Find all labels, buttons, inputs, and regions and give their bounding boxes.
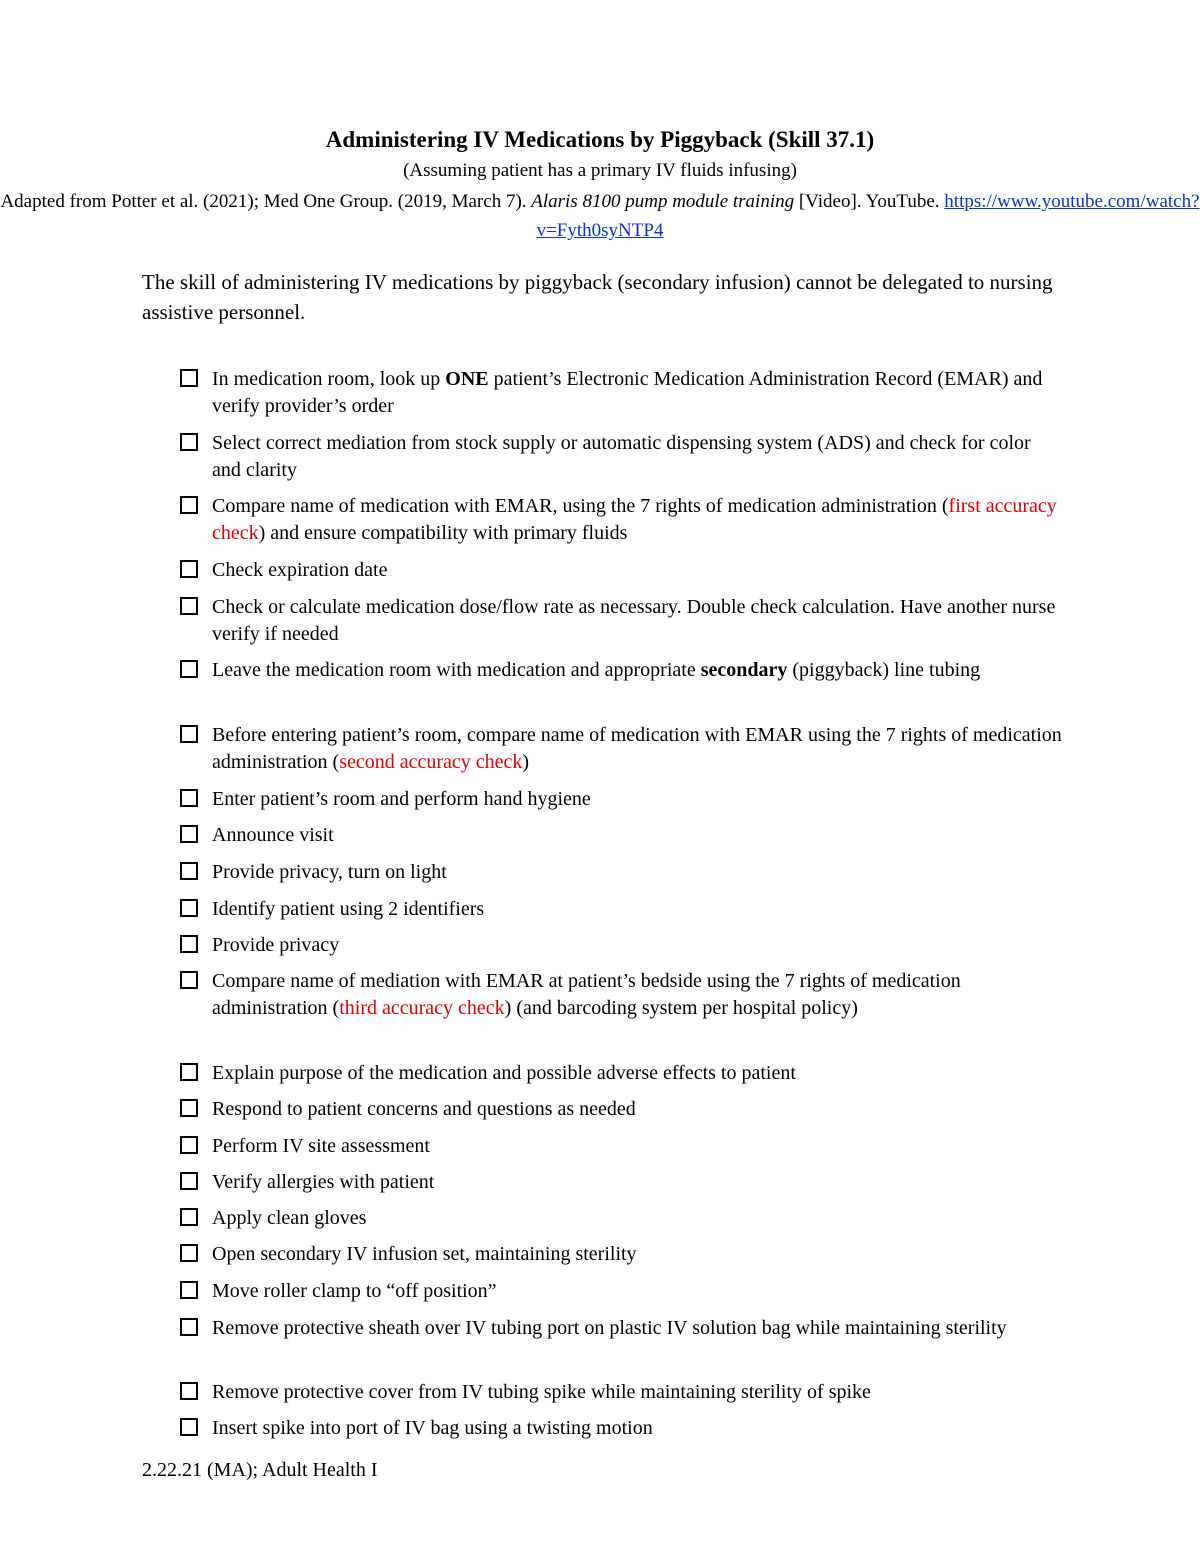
- checkbox-icon[interactable]: [180, 660, 198, 678]
- checklist-item-post: ): [522, 751, 530, 773]
- checklist-item-bold: secondary: [700, 659, 788, 681]
- checkbox-icon[interactable]: [180, 825, 198, 843]
- checklist-item-post: ) and ensure compatibility with primary fluids: [258, 522, 628, 544]
- checklist-item-text: [212, 1415, 1062, 1442]
- checklist-item-text: [212, 1096, 1062, 1123]
- checklist-item-pre: Provide privacy: [212, 934, 340, 956]
- citation-middle: [Video]. YouTube.: [794, 191, 945, 212]
- checklist-item-text: [212, 430, 1062, 484]
- checkbox-icon[interactable]: [180, 560, 198, 578]
- checklist-item-text: [212, 657, 1062, 684]
- checkbox-icon[interactable]: [180, 899, 198, 917]
- checklist-item-pre: Remove protective sheath over IV tubing port on plastic IV solution bag while maintaining sterility: [212, 1317, 1007, 1339]
- checklist-item-pre: Apply clean gloves: [212, 1207, 367, 1229]
- checklist-item-red: second accuracy check: [339, 751, 523, 773]
- checklist-item-post: (piggyback) line tubing: [787, 659, 981, 681]
- checklist-item-pre: Check or calculate medication dose/flow rate as necessary. Double check calculation. Have another nurse verify if needed: [212, 596, 1056, 645]
- checklist-item-text: [212, 594, 1062, 648]
- document-title: Administering IV Medications by Piggyback (Skill 37.1): [325, 127, 875, 152]
- checklist-item-text: [212, 1060, 1062, 1087]
- checkbox-icon[interactable]: [180, 862, 198, 880]
- checklist-item-pre: Select correct mediation from stock supply or automatic dispensing system (ADS) and check for color and clarity: [212, 432, 1031, 481]
- checklist-item-pre: Explain purpose of the medication and possible adverse effects to patient: [212, 1062, 796, 1084]
- checklist-item-pre: Compare name of mediation with EMAR at patient’s bedside using the 7 rights of medication administration (: [212, 970, 961, 1019]
- checkbox-icon[interactable]: [180, 496, 198, 514]
- checklist-item-pre: Respond to patient concerns and questions as needed: [212, 1098, 636, 1120]
- checklist-item-pre: Verify allergies with patient: [212, 1171, 435, 1193]
- checklist-item-pre: Remove protective cover from IV tubing spike while maintaining sterility of spike: [212, 1381, 871, 1403]
- checkbox-icon[interactable]: [180, 1136, 198, 1154]
- checkbox-icon[interactable]: [180, 1172, 198, 1190]
- checkbox-icon[interactable]: [180, 1281, 198, 1299]
- checkbox-icon[interactable]: [180, 1318, 198, 1336]
- checkbox-icon[interactable]: [180, 935, 198, 953]
- checklist-item-text: [212, 1133, 1062, 1160]
- checklist-item-pre: Move roller clamp to “off position”: [212, 1280, 497, 1302]
- checkbox-icon[interactable]: [180, 1208, 198, 1226]
- checklist-item-text: [212, 932, 1062, 959]
- checklist-item-text: [212, 1205, 1062, 1232]
- checklist-item-pre: In medication room, look up: [212, 368, 446, 390]
- checklist-item-pre: Identify patient using 2 identifiers: [212, 898, 485, 920]
- checklist-item-text: [212, 896, 1062, 923]
- checklist-item-pre: Provide privacy, turn on light: [212, 861, 447, 883]
- checklist-item-post: ) (and barcoding system per hospital policy): [504, 997, 858, 1019]
- checkbox-icon[interactable]: [180, 725, 198, 743]
- delegation-note: The skill of administering IV medications by piggyback (secondary infusion) cannot be delegated to nursing assistive personnel.: [142, 270, 1053, 324]
- youtube-link[interactable]: https://www.youtube.com/watch?v=Fyth0syNTP4: [536, 191, 1200, 241]
- checklist-item-red: first accuracy check: [212, 495, 1057, 544]
- checklist-item-pre: Leave the medication room with medication and appropriate: [212, 659, 701, 681]
- checklist-item-pre: Announce visit: [212, 824, 334, 846]
- checkbox-icon[interactable]: [180, 1244, 198, 1262]
- checkbox-icon[interactable]: [180, 1418, 198, 1436]
- checklist-item-text: [212, 1315, 1062, 1342]
- checkbox-icon[interactable]: [180, 1382, 198, 1400]
- citation-video-title: Alaris 8100 pump module training: [531, 191, 795, 212]
- checklist-item-text: [212, 1169, 1062, 1196]
- checklist-item-pre: Insert spike into port of IV bag using a twisting motion: [212, 1417, 653, 1439]
- checklist-item-text: [212, 968, 1062, 1022]
- checklist-item-text: [212, 859, 1062, 886]
- checklist-item-bold: ONE: [445, 368, 489, 390]
- checklist-item-text: [212, 493, 1062, 547]
- citation: [0, 187, 1200, 245]
- checklist-item-pre: Enter patient’s room and perform hand hygiene: [212, 788, 591, 810]
- checklist-item-post: patient’s Electronic Medication Administration Record (EMAR) and verify provider’s order: [212, 368, 1043, 417]
- checklist-item-text: [212, 1278, 1062, 1305]
- checkbox-icon[interactable]: [180, 369, 198, 387]
- checkbox-icon[interactable]: [180, 433, 198, 451]
- checklist-item-text: [212, 366, 1062, 420]
- citation-prefix: Adapted from Potter et al. (2021); Med One Group. (2019, March 7).: [0, 191, 532, 212]
- checklist-item-pre: Before entering patient’s room, compare name of medication with EMAR using the 7 rights of medication administration (: [212, 724, 1062, 773]
- checkbox-icon[interactable]: [180, 1063, 198, 1081]
- checklist-item-pre: Perform IV site assessment: [212, 1135, 430, 1157]
- checkbox-icon[interactable]: [180, 597, 198, 615]
- checklist-item-text: [212, 786, 1062, 813]
- checkbox-icon[interactable]: [180, 1099, 198, 1117]
- checkbox-icon[interactable]: [180, 789, 198, 807]
- checklist-item-pre: Open secondary IV infusion set, maintaining sterility: [212, 1243, 637, 1265]
- checkbox-icon[interactable]: [180, 971, 198, 989]
- document-subtitle: (Assuming patient has a primary IV fluids infusing): [403, 160, 797, 181]
- checklist-item-text: [212, 1379, 1062, 1406]
- checklist-item-text: [212, 822, 1062, 849]
- checklist-item-red: third accuracy check: [339, 997, 505, 1019]
- checklist-item-text: [212, 722, 1062, 776]
- checklist-item-pre: Check expiration date: [212, 559, 388, 581]
- page-footer: 2.22.21 (MA); Adult Health I: [142, 1459, 378, 1481]
- checklist-item-text: [212, 1241, 1062, 1268]
- checklist-item-text: [212, 557, 1062, 584]
- checklist-item-pre: Compare name of medication with EMAR, using the 7 rights of medication administration (: [212, 495, 949, 517]
